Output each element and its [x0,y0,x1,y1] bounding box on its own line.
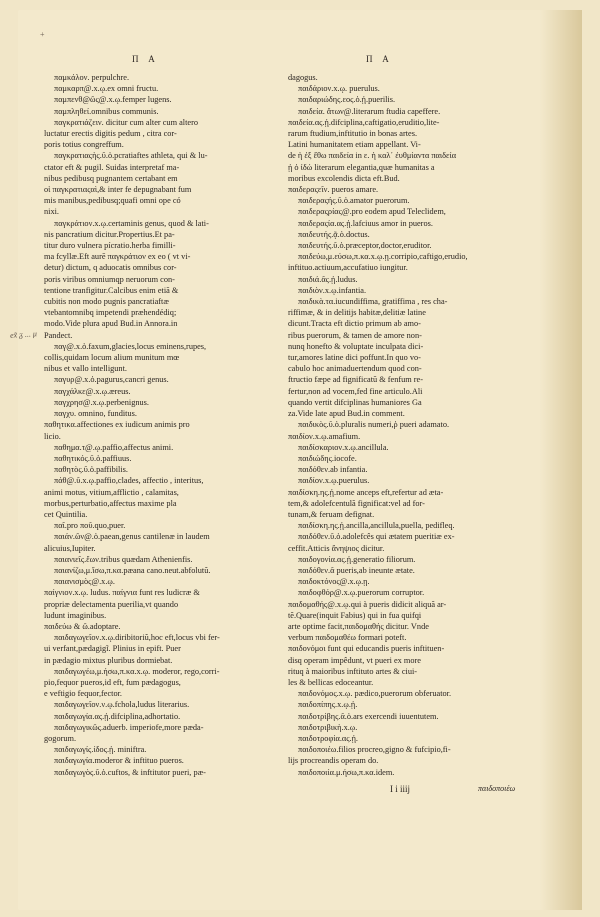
dictionary-line: luctatur erectis digitis pedum , citra cor- [44,129,177,139]
dictionary-line: παγχρησ@.x.ῳ.perbenignus. [54,397,149,407]
catchword: παιδοποιέω [478,784,516,793]
dictionary-line: de ἡ ἐξ ἔθω παιδεία in ε. ἡ καλ᾽ ἐυθμίαντα παιδεία [288,151,457,161]
dictionary-line: παγχάλκε@.x.ῳ.æreus. [54,386,131,396]
dictionary-line: παιδόθεν.ᾶ pueris,ab ineunte ætate. [298,565,415,575]
signature-mark: I i iiij [390,784,410,794]
dictionary-line: mis manibus,pedibusq;quafi omni ope có [44,196,181,206]
dictionary-line: cabulo hoc animaduertendum quod con- [288,364,422,374]
dictionary-line: titur duro vulnera pícratio.herba fimilli- [44,241,176,251]
dictionary-line: tunam,& feruam defignat. [288,509,375,519]
dictionary-line: ludunt imaginibus. [44,610,107,620]
dictionary-line: morbus,perturbatio,affectus maxime pla [44,498,177,508]
dictionary-line: παγχυ. omnino, funditus. [54,409,137,419]
dictionary-line: * παιδεία.ας.ᾐ.difciplina,caftigatio,eruditio,lite- [288,117,538,128]
dictionary-line: * lijs procreandis operam do. [288,755,538,766]
dictionary-line: nunq honefto & voluptate inculpata dici- [288,341,424,351]
dictionary-line: οἱ παγκρατιαςαὶ,& inter fe depugnabant fum [44,185,192,195]
dictionary-line: Pandect. [44,330,73,340]
dictionary-line: παιδοτρίβης.ᾶ.ὁ.ars exercendi iuuentutem. [298,711,439,721]
dictionary-line: παιδιὸν.x.ῳ.infantia. [298,285,367,295]
dictionary-line: * παίγνιον.x.ῳ. ludus. παίγνια funt res ludicræ & [44,587,276,598]
dictionary-line: nis pancratium dicitur.Propertius.Et pa- [44,229,175,239]
dictionary-line: παμκάλον. perpulchre. [54,73,130,82]
dictionary-line: cet Quintilia. [44,509,88,519]
dictionary-line: παιανιεῖς.ἔων.tribus quædam Athenienfis. [54,554,193,564]
dictionary-line: * collis,quidam locum alium munitum mœ [44,352,276,363]
dictionary-line: Latini humanitatem etiam appellant. Vi- [288,140,421,150]
dictionary-line: arte optime facit,παιδομαθής dicitur. Vnde [288,621,429,631]
handwritten-margin-note: ex̃ ᵹ ... μ [9,329,38,340]
dictionary-line: παιδαγωγία.moderor & inftituo pueros. [54,756,184,766]
dictionary-line: παγκρατιαςὴς.ῦ.ὁ.pcratiaftes athleta, qui & lu- [54,151,208,161]
dictionary-line: παιανίζω,μ.ἴσω,π.κα.pæana cano.neut.abfolutũ. [54,565,211,575]
dictionary-line: poris totius congreffum. [44,140,124,150]
dictionary-line: * παιδίον.x.ῳ.amafium. [288,431,538,442]
dictionary-line: παιδονόμος.x.ῳ. pædico,puerorum obferuator. [298,689,452,699]
dictionary-line: παιδεύω,μ.εύσω,π.κα.x.ῳ.ῃ.corripio,caftigo,erudio, [298,252,468,262]
dictionary-line: παγ@.x.ὁ.faxum,glacies,locus eminens,rupes, [54,341,207,351]
dictionary-line: παιδάριον.x.ῳ. puerulus. [298,84,380,94]
dictionary-line: παιδαγωγικῶς.aduerb. imperiofe,more pæda- [54,722,204,732]
dictionary-line: παιδαγωγία.ας.ᾐ.difciplina,adhortatio. [54,711,181,721]
dictionary-line: * ma fcyllæ.Eft aurē παγκράτιον ex eo ( vt vi- [44,251,276,262]
running-head-left: Π Α [132,54,159,64]
dictionary-line: detur) dictum, q aduocatis omnibus cor- [44,263,177,273]
dictionary-line: tentione tranfigitur.Calcibus enim etiã & [44,285,179,295]
dictionary-line: παθητὸς.ῦ.ὁ.paffibilis. [54,465,128,475]
dictionary-line: * παθητικα.affectiones ex iudicum animis pro [44,419,276,430]
dictionary-line: * pio,fequor pueros,id eft, fum pædagogus, [44,677,276,688]
dictionary-line: poris viribus omniumqp neruorum con- [44,274,175,284]
dictionary-line: dagogus. [288,73,318,82]
dictionary-line: παιδόθεν.ῦ.ὁ.adolefcês qui ætatem pueritiæ ex- [298,532,455,542]
dictionary-line: παῖ.pro ποῦ.quo,puer. [54,521,126,531]
left-column [44,72,276,778]
dictionary-line: παιδιώδης.iocofe. [298,453,357,463]
dictionary-line: παιδίσκη.ης.ᾐ.ancilla,ancillula,puella, pedifleq. [298,521,455,531]
dictionary-line: * riffimæ, & in delitijs habitæ,delitiæ latine [288,307,538,318]
dictionary-line: παιδιά.ᾶς.ᾐ.ludus. [298,274,358,284]
dictionary-line: παμπενθ@ῶς@.x.ῳ.femper lugens. [54,95,172,105]
dictionary-line: * παιδίσκη.ης.ᾐ.nome anceps eft,refertur ad æta- [288,487,538,498]
dictionary-line: παμκαρπ@.x.ῳ.ex omni fructu. [54,84,159,94]
dictionary-line: παιδοφθόρ@.x.ῳ.puerorum corruptor. [298,588,425,598]
dictionary-line: παιδεραςής.ῦ.ὁ.amator puerorum. [298,196,410,206]
dictionary-line: παθητικός.ῦ.ὁ.paffiuus. [54,453,132,463]
dictionary-line: vtebantomnibq impetendi præhendédiq; [44,308,177,318]
dictionary-line: fertur,non ad vocem,fed fine articulo.Ali [288,386,423,396]
right-column [288,72,538,778]
dictionary-line: ribus puerorum, & tamen de amore non- [288,330,422,340]
dictionary-line: ceffit.Atticis ἄνηψιος dicitur. [288,543,385,553]
dictionary-line: nibus pedibusq pugnantem certabant em [44,173,178,183]
dictionary-line: παγκρατιάζειν. dicitur cum alter cum altero [54,117,198,127]
dictionary-line: tur,amores latine dici poffunt.In quo vo- [288,353,421,363]
dictionary-line: παιδαγωγεῖον.x.ῳ.diribitoriũ,hoc eft,locus vbi fer- [54,633,220,643]
dictionary-line: παιδοτροφία.ας.ᾐ. [298,733,359,743]
dictionary-line: παιδεραςία.ας.ᾐ.lafciuus amor in pueros. [298,218,433,228]
dictionary-line: * παιδεραςεῖν. pueros amare. [288,184,538,195]
dictionary-line: παιδαριώδης.εος.ὁ.ᾐ.puerilis. [298,95,396,105]
dictionary-line: παιδοπίπης.x.ῳ.ᾐ. [298,700,358,710]
dictionary-line: les & bellicas edoceantur. [288,677,374,687]
dictionary-line: παιανισμὸς@.x.ῳ. [54,577,115,587]
dictionary-line: moribus excolendis dicta eft.Bud. [288,173,400,183]
dictionary-line: παιδαγωγεῖον.ν.ῳ.fchola,ludus literarius. [54,700,190,710]
dictionary-line: παιδίον.x.ῳ.puerulus. [298,476,370,486]
dictionary-line: παιδίσκαριον.x.ῳ.ancillula. [298,442,389,452]
page-gutter-shadow [540,10,582,910]
dictionary-line: ftructio fæpe ad fignificatũ & fenfum re- [288,375,424,385]
dictionary-line: * animi motus, vitium,afflictio , calamitas, [44,487,276,498]
dictionary-line: παιδαγωγίς.ίδος.ᾐ. miniftra. [54,745,147,755]
dictionary-line: παιδικὰ.τα.iucundiffima, gratiffima , res cha- [298,297,448,307]
corner-mark: + [40,30,45,39]
dictionary-line: dicunt.Tracta eft dictio primum ab amo- [288,319,421,329]
dictionary-line: ui verfant,pædagigĩ. Plinius in epift. Puer [44,644,181,654]
dictionary-line: παιδαγωγέω,μ.ήσω,π.κα.x.ῳ. moderor, rego,corri- [54,666,220,676]
dictionary-line: nibus et vallo intelligunt. [44,364,127,374]
dictionary-line: nixi. [44,207,59,217]
dictionary-line: tẽ.Quare(inquit Fabius) qui in fua quifqi [288,610,422,620]
dictionary-line: licio. [44,431,61,441]
dictionary-line: παιδόθεν.ab infantia. [298,465,368,475]
dictionary-line: tem,& adolefcentulã fignificat:vel ad for- [288,498,425,508]
dictionary-line: rarum ftudium,inftitutio in bonas artes. [288,129,418,139]
dictionary-line: disq operam impêdunt, vt pueri ex more [288,655,421,665]
dictionary-line: παιδευτής.ῦ.ὁ.præceptor,doctor,eruditor. [298,241,432,251]
dictionary-line: παιδοκτόνος@.x.ῳ.ῃ. [298,577,370,587]
dictionary-line: ᾐ ὁ ἰδώ literarum elegantia,quæ humanitas a [288,162,435,172]
dictionary-line: * παιδεύω & ῶ.adoptare. [44,621,276,632]
dictionary-line: gogorum. [44,733,77,743]
dictionary-line: παιδευτής.ᾷ.ὁ.doctus. [298,229,370,239]
dictionary-line: * παιδονόμοι funt qui educandis pueris inftituen- [288,643,538,654]
dictionary-line: πάθ@.ῦ.x.ῳ.paffio,clades, affectio , interitus, [54,476,204,486]
dictionary-line: modo.Vide plura apud Bud.in Annora.in [44,319,178,329]
dictionary-line: παιδοποιέω.filios procreo,gigno & fufcipio,fi- [298,745,451,755]
dictionary-line: quando vertit difciplinas humaniores Ga [288,397,422,407]
dictionary-line: παθημα.τ@.ῳ.paffio,affectus animi. [54,442,174,452]
dictionary-line: παιδογονία.ας.ᾐ.generatio filiorum. [298,554,416,564]
dictionary-line: παμπληθεί.omnibus communis. [54,106,159,116]
running-head-right: Π Α [366,54,393,64]
dictionary-line: cubitis non modo pugnis pancratiaftæ [44,297,169,307]
dictionary-line: * ctator eft & pugil. Suidas interpretaf ma- [44,162,276,173]
dictionary-line: παιδοτριβικὴ.x.ῳ. [298,722,358,732]
dictionary-line: παιδεία. ἄτων@.literarum ftudia capeffere. [298,106,441,116]
dictionary-line: παιδοποιία.μ.ήσω,π.κα.idem. [298,767,395,777]
dictionary-line: παγκράτιον.x.ῳ.certaminis genus, quod & lati- [54,218,209,228]
dictionary-line: in pædagio mixtus pluribus dormiebat. [44,655,173,665]
dictionary-line: παιδεραςρίας@.pro eodem apud Teleclidem, [298,207,446,217]
dictionary-line: za.Vide late apud Bud.in comment. [288,409,405,419]
dictionary-line: alicuius,Iupiter. [44,543,96,553]
dictionary-line: * παιδομαθής@.x.ῳ.qui à pueris didicit aliquã ar- [288,599,538,610]
dictionary-line: παιάν.ῶν@.ὁ.paean,genus cantilenæ in laudem [54,532,210,542]
dictionary-line: inftituo.actiuum,accufatiuo iungitur. [288,263,408,273]
dictionary-line: verbum παιδομαθέω formari poteft. [288,633,407,643]
dictionary-line: παιδαγωγὸς.ῦ.ὁ.cuftos, & inftitutor pueri, pæ- [54,767,206,777]
dictionary-line: e veftigio fequor,fector. [44,689,122,699]
dictionary-line: propriæ delectamenta puerilia,vt quando [44,599,179,609]
dictionary-line: rituq à maioribus inftituto artes & ciui- [288,666,418,676]
dictionary-line: παγυρ@.x.ὁ.pagurus,cancri genus. [54,375,169,385]
dictionary-line: παιδικὸς.ῦ.ὁ.pluralis numeri,ῥ pueri adamato. [298,420,450,430]
